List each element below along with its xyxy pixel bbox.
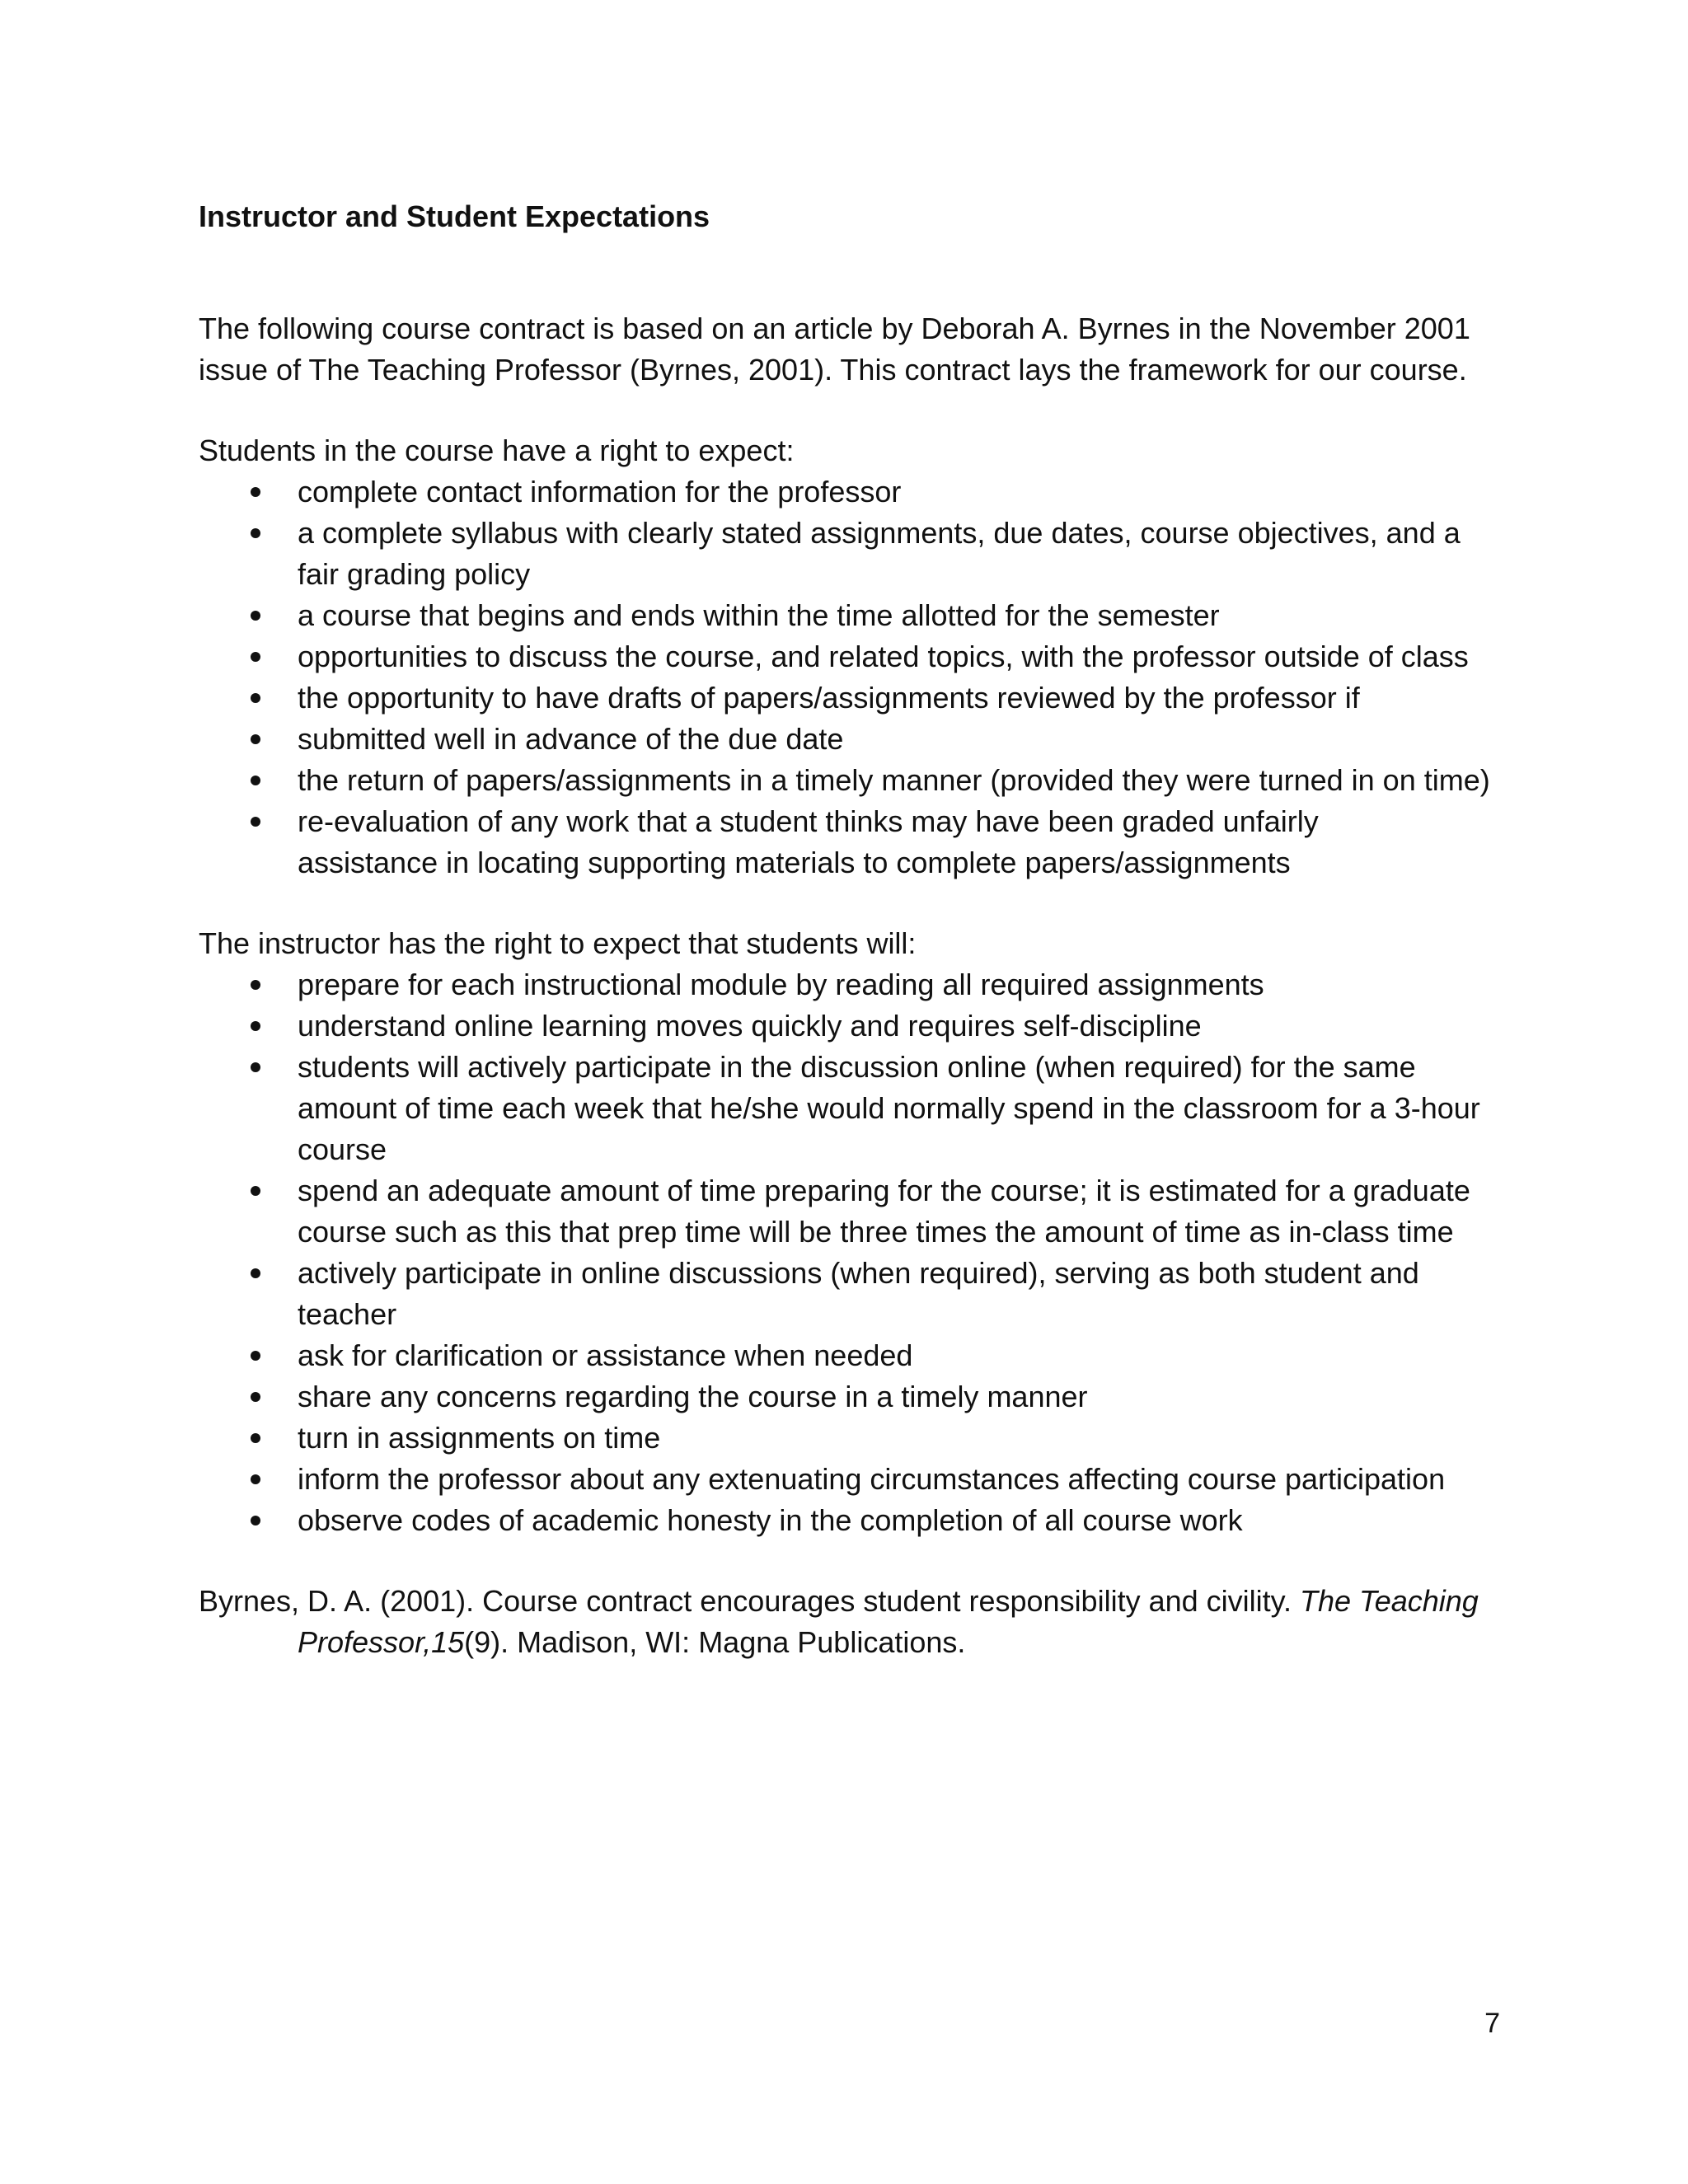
list-item: share any concerns regarding the course in a timely manner — [199, 1376, 1501, 1418]
list-item: turn in assignments on time — [199, 1418, 1501, 1459]
list-item: prepare for each instructional module by reading all required assignments — [199, 964, 1501, 1005]
page-content — [199, 196, 1501, 1663]
instructor-rights-intro: The instructor has the right to expect that students will: — [199, 926, 917, 960]
list-item: students will actively participate in the discussion online (when required) for the same amount of time each week that he/she would normally spend in the classroom for a 3-hour course — [199, 1047, 1501, 1170]
reference-journal: The Teaching Professor,15 — [298, 1584, 1479, 1659]
list-item: spend an adequate amount of time preparing for the course; it is estimated for a graduate course such as this that prep time will be three times the amount of time as in-class time — [199, 1170, 1501, 1253]
list-item: observe codes of academic honesty in the completion of all course work — [199, 1500, 1501, 1541]
list-item: a course that begins and ends within the time allotted for the semester — [199, 595, 1501, 636]
list-item: actively participate in online discussions (when required), serving as both student and teacher — [199, 1253, 1501, 1335]
reference-citation — [199, 1581, 1501, 1663]
reference-text: Byrnes, D. A. (2001). Course contract encourages student responsibility and civility. — [199, 1584, 1300, 1618]
page-number: 7 — [1484, 2008, 1500, 2039]
list-item: opportunities to discuss the course, and related topics, with the professor outside of class — [199, 636, 1501, 677]
list-item: inform the professor about any extenuating circumstances affecting course participation — [199, 1459, 1501, 1500]
intro-paragraph: The following course contract is based on an article by Deborah A. Byrnes in the November 2001 issue of The Teaching Professor (Byrnes, 2001). This contract lays the framework for our course. — [199, 312, 1470, 387]
students-rights-intro: Students in the course have a right to expect: — [199, 434, 795, 467]
list-item: submitted well in advance of the due date — [199, 719, 1501, 760]
list-item: the return of papers/assignments in a timely manner (provided they were turned in on time) — [199, 760, 1501, 801]
list-item-continuation: assistance in locating supporting materials to complete papers/assignments — [298, 846, 1291, 879]
list-item: ask for clarification or assistance when needed — [199, 1335, 1501, 1376]
list-item: complete contact information for the professor — [199, 471, 1501, 513]
list-item: understand online learning moves quickly and requires self-discipline — [199, 1005, 1501, 1047]
list-item: the opportunity to have drafts of papers/assignments reviewed by the professor if — [199, 677, 1501, 719]
instructor-rights-list — [199, 964, 1501, 1541]
list-item: a complete syllabus with clearly stated assignments, due dates, course objectives, and a fair grading policy — [199, 513, 1501, 595]
students-rights-list — [199, 471, 1501, 883]
section-heading: Instructor and Student Expectations — [199, 199, 710, 233]
reference-details: (9). Madison, WI: Magna Publications. — [464, 1625, 966, 1659]
list-item: re-evaluation of any work that a student thinks may have been graded unfairly — [199, 801, 1501, 842]
